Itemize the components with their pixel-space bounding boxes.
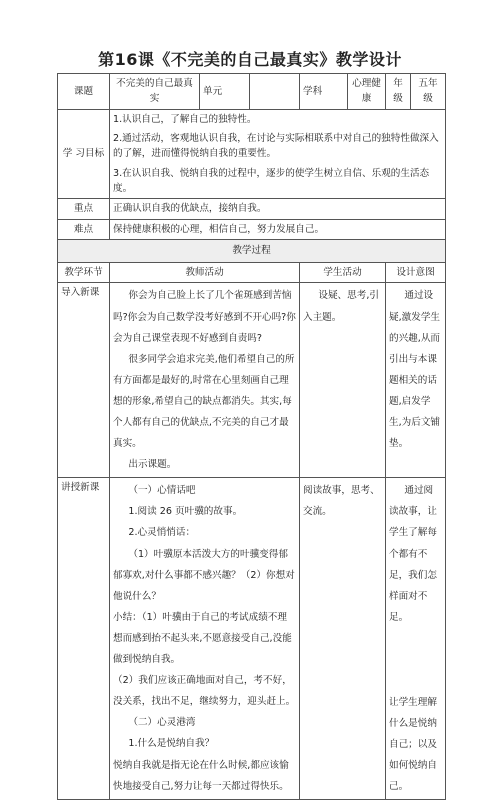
grade-label: 年级 <box>386 74 411 110</box>
key-point-label: 重点 <box>58 199 110 219</box>
lesson-line: （2）我们应该正确地面对自己，考不好，没关系，找出不足，继续努力，迎头赶上。 <box>113 675 296 708</box>
intro-teacher-para: 很多同学会追求完美,他们希望自己的所有方面都是最好的,时常在心里刻画自己理想的形象,希望自己的缺点都消失。其实,每个人都有自己的优缺点,不完美的自己才最真实。 <box>113 353 295 450</box>
lesson-student-text: 阅读故事，思考、交流。 <box>303 485 380 518</box>
header-teacher: 教师活动 <box>110 263 300 283</box>
goals-content <box>110 109 446 199</box>
lesson-line: 小结：（1）叶骥由于自己的考试成绩不理想而感到抬不起头来,不愿意接受自己,没能做到悦纳自我。 <box>113 611 292 666</box>
goal-item: 3.在认识自我、悦纳自我的过程中，逐步的使学生树立自信、乐观的生活态度。 <box>113 167 430 195</box>
intro-teacher-para: 出示课题。 <box>128 459 177 471</box>
lesson-plan-table <box>57 73 446 800</box>
topic-value: 不完美的自己最真实 <box>110 74 200 110</box>
lesson-line: 悦纳自我就是指无论在什么时候,都应该愉快地接受自己,努力让每一天都过得快乐。 <box>113 759 289 792</box>
intro-student <box>300 283 386 478</box>
goal-item: 1.认识自己，了解自己的独特性。 <box>113 113 257 125</box>
header-intent: 设计意图 <box>386 263 446 283</box>
lesson-row <box>58 478 446 800</box>
difficulty-row <box>58 219 446 239</box>
intro-stage: 导入新课 <box>58 283 110 478</box>
info-row <box>58 74 446 110</box>
subject-value: 心理健康 <box>348 74 386 110</box>
unit-label: 单元 <box>200 74 250 110</box>
lesson-section-heading: （二）心灵港湾 <box>128 717 196 729</box>
lesson-line: （1）叶骥原本活泼大方的叶骥变得郁郁寡欢,对什么事都不感兴趣？（2）你想对他说什么？ <box>113 548 295 602</box>
difficulty-label: 难点 <box>58 219 110 239</box>
key-point-row <box>58 199 446 219</box>
header-stage: 教学环节 <box>58 263 110 283</box>
lesson-line: 1.什么是悦纳自我？ <box>128 738 215 750</box>
page-title: 第16课《不完美的自己最真实》教学设计 <box>98 50 402 69</box>
difficulty-value: 保持健康积极的心理，相信自己，努力发展自己。 <box>110 219 446 239</box>
process-heading: 教学过程 <box>58 240 446 263</box>
lesson-line: 1.阅读 26 页叶骥的故事。 <box>128 506 243 518</box>
subject-label: 学科 <box>300 74 348 110</box>
intro-teacher-para: 你会为自己脸上长了几个雀斑感到苦恼吗?你会为自己数学没考好感到不开心吗?你会为自己课堂表现不好感到自责吗? <box>113 290 296 344</box>
lesson-section-heading: （一）心情话吧 <box>128 485 196 497</box>
grade-value: 五年级 <box>411 74 446 110</box>
lesson-intent-text: 让学生理解什么是悦纳自己；以及如何悦纳自己。 <box>389 696 437 793</box>
intro-teacher <box>110 283 300 478</box>
key-point-value: 正确认识自我的优缺点，接纳自我。 <box>110 199 446 219</box>
goals-label: 学 习目标 <box>58 109 110 199</box>
topic-label: 课题 <box>58 74 110 110</box>
lesson-line: 2.心灵悄悄话： <box>128 527 196 539</box>
process-heading-row <box>58 240 446 263</box>
lesson-teacher <box>110 478 300 800</box>
header-student: 学生活动 <box>300 263 386 283</box>
intro-student-text: 设疑、思考,引入主题。 <box>303 290 379 323</box>
lesson-stage: 讲授新课 <box>58 478 110 800</box>
lesson-intent-text: 通过阅读故事，让学生了解每个都有不足，我们怎样面对不足。 <box>389 485 437 623</box>
goals-row <box>58 109 446 199</box>
process-header-row <box>58 263 446 283</box>
intro-intent-text: 通过设疑,激发学生的兴趣,从而引出与本课题相关的话题,启发学生,为后文铺垫。 <box>389 290 441 450</box>
unit-value <box>250 74 300 110</box>
goal-item: 2.通过活动，客观地认识自我，在讨论与实际相联系中对自己的独特性做深入的了解，进而懂得悦纳自我的重要性。 <box>113 133 439 160</box>
intro-row <box>58 283 446 478</box>
lesson-intent <box>386 478 446 800</box>
intro-intent <box>386 283 446 478</box>
lesson-student <box>300 478 386 800</box>
